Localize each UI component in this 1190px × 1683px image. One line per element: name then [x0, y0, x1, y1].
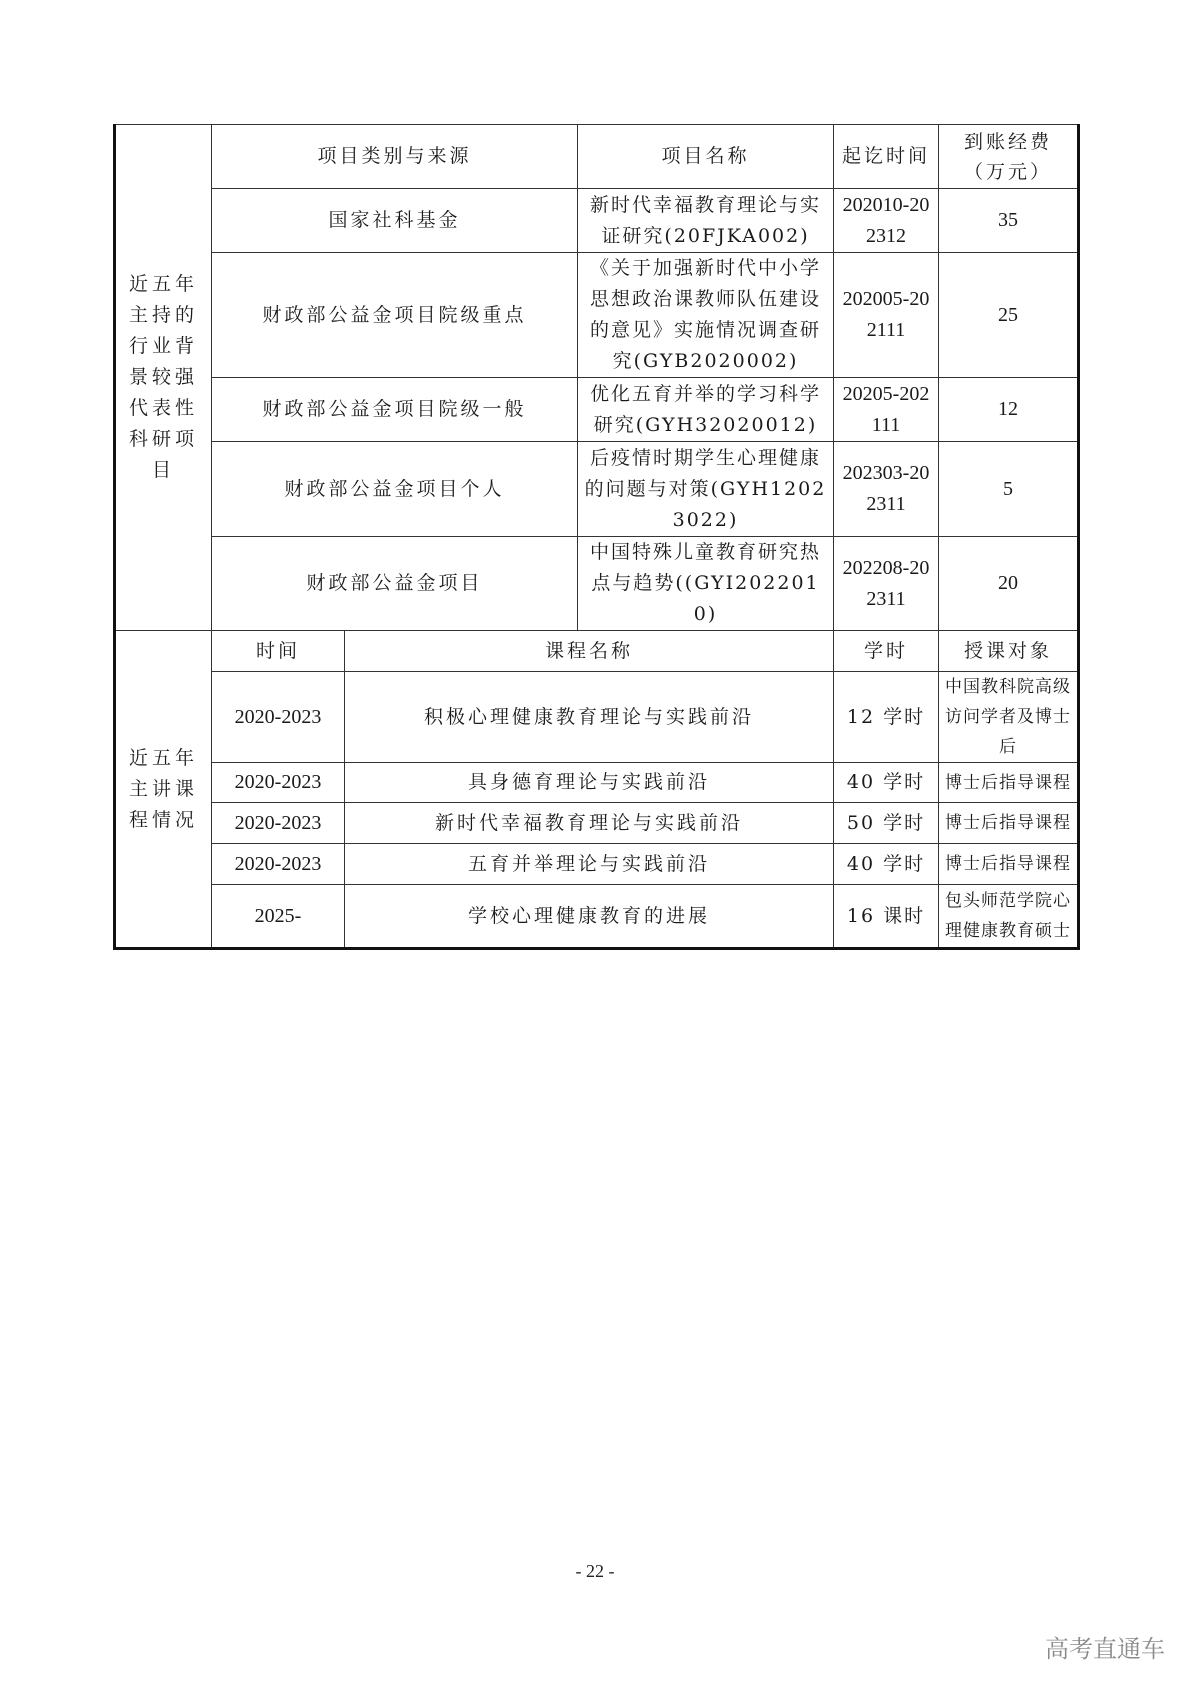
course-row [115, 763, 1079, 803]
project-name-text: 后疫情时期学生心理健康的问题与对策(GYH12023022) [584, 446, 827, 531]
course-name: 新时代幸福教育理论与实践前沿 [345, 803, 834, 844]
course-time: 2020-2023 [212, 803, 345, 844]
research-row [115, 537, 1079, 631]
course-hours: 16 课时 [834, 885, 939, 949]
project-funding: 25 [939, 253, 1079, 378]
research-section-label: 近五年主持的行业背景较强代表性科研项目 [115, 125, 212, 631]
course-name: 具身德育理论与实践前沿 [345, 763, 834, 803]
project-funding: 12 [939, 378, 1079, 442]
project-name-text: 《关于加强新时代中小学思想政治课教师队伍建设的意见》实施情况调查研究(GYB2020002) [590, 257, 822, 372]
header-funding-line2: （万元） [964, 160, 1053, 183]
course-time: 2025- [212, 885, 345, 949]
course-name: 学校心理健康教育的进展 [345, 885, 834, 949]
project-funding: 5 [939, 442, 1079, 537]
course-name: 五育并举理论与实践前沿 [345, 844, 834, 885]
course-time: 2020-2023 [212, 844, 345, 885]
project-name [578, 378, 834, 442]
research-row [115, 189, 1079, 253]
project-period: 202208-202311 [834, 537, 939, 631]
research-row [115, 253, 1079, 378]
project-period: 202005-202111 [834, 253, 939, 378]
project-category: 财政部公益金项目院级重点 [212, 253, 578, 378]
project-category: 财政部公益金项目院级一般 [212, 378, 578, 442]
project-name-text: 中国特殊儿童教育研究热点与趋势((GYI2022010) [590, 541, 822, 625]
course-audience: 包头师范学院心理健康教育硕士 [939, 885, 1079, 949]
course-audience: 博士后指导课程 [939, 803, 1079, 844]
course-row [115, 672, 1079, 763]
course-audience: 博士后指导课程 [939, 844, 1079, 885]
course-hours: 50 学时 [834, 803, 939, 844]
project-name [578, 537, 834, 631]
project-name [578, 442, 834, 537]
project-period: 202010-202312 [834, 189, 939, 253]
project-category: 财政部公益金项目 [212, 537, 578, 631]
header-hours: 学时 [834, 631, 939, 672]
research-row [115, 442, 1079, 537]
course-section-label: 近五年主讲课程情况 [115, 631, 212, 949]
course-hours: 40 学时 [834, 763, 939, 803]
course-hours: 12 学时 [834, 672, 939, 763]
course-time: 2020-2023 [212, 763, 345, 803]
header-time: 时间 [212, 631, 345, 672]
header-project-name: 项目名称 [578, 125, 834, 189]
research-header-row [115, 125, 1079, 189]
header-funding-line1: 到账经费 [964, 130, 1053, 153]
project-name [578, 189, 834, 253]
course-header-row [115, 631, 1079, 672]
course-audience: 博士后指导课程 [939, 763, 1079, 803]
header-period: 起讫时间 [834, 125, 939, 189]
project-period: 202303-202311 [834, 442, 939, 537]
course-name: 积极心理健康教育理论与实践前沿 [345, 672, 834, 763]
project-name [578, 253, 834, 378]
course-audience: 中国教科院高级访问学者及博士后 [939, 672, 1079, 763]
project-period: 20205-202111 [834, 378, 939, 442]
page-number: - 22 - [575, 1561, 615, 1581]
header-category: 项目类别与来源 [212, 125, 578, 189]
profile-table [113, 124, 1080, 950]
project-funding: 20 [939, 537, 1079, 631]
research-row [115, 378, 1079, 442]
watermark-text: 高考直通车 [1045, 1635, 1165, 1663]
project-funding: 35 [939, 189, 1079, 253]
course-row [115, 803, 1079, 844]
course-row [115, 844, 1079, 885]
project-name-text: 新时代幸福教育理论与实证研究(20FJKA002) [590, 193, 822, 247]
course-row [115, 885, 1079, 949]
header-audience: 授课对象 [939, 631, 1079, 672]
project-category: 财政部公益金项目个人 [212, 442, 578, 537]
project-name-text: 优化五育并举的学习科学研究(GYH32020012) [590, 382, 822, 436]
course-hours: 40 学时 [834, 844, 939, 885]
course-time: 2020-2023 [212, 672, 345, 763]
project-category: 国家社科基金 [212, 189, 578, 253]
header-course-name: 课程名称 [345, 631, 834, 672]
header-funding [939, 125, 1079, 189]
